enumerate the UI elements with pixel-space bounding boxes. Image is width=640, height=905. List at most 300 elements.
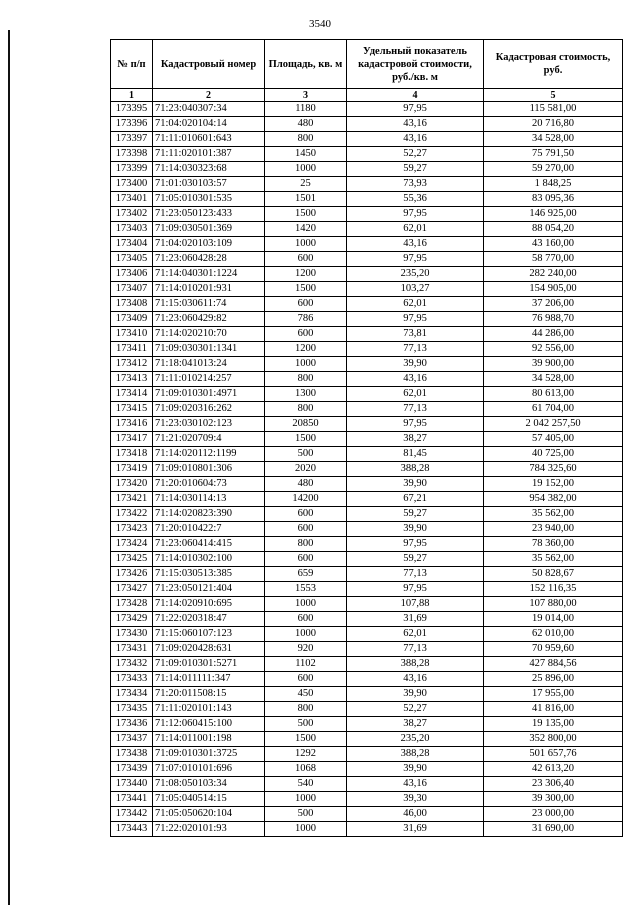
unit-value-cell: 38,27: [347, 432, 484, 447]
area-cell: 800: [265, 702, 347, 717]
row-number-cell: 173400: [111, 177, 153, 192]
area-cell: 1420: [265, 222, 347, 237]
table-row: [111, 207, 623, 222]
cadastral-number-cell: 71:14:030323:68: [153, 162, 265, 177]
area-cell: 1500: [265, 207, 347, 222]
row-number-cell: 173434: [111, 687, 153, 702]
cadastral-number-cell: 71:22:020318:47: [153, 612, 265, 627]
area-cell: 500: [265, 807, 347, 822]
row-number-cell: 173427: [111, 582, 153, 597]
unit-value-cell: 55,36: [347, 192, 484, 207]
unit-value-cell: 62,01: [347, 297, 484, 312]
cadastral-value-cell: 75 791,50: [484, 147, 623, 162]
unit-value-cell: 38,27: [347, 717, 484, 732]
cadastral-number-cell: 71:20:011508:15: [153, 687, 265, 702]
header-number: № п/п: [111, 40, 153, 89]
cadastral-value-cell: 70 959,60: [484, 642, 623, 657]
area-cell: 600: [265, 612, 347, 627]
unit-value-cell: 31,69: [347, 612, 484, 627]
area-cell: 1000: [265, 792, 347, 807]
area-cell: 1500: [265, 432, 347, 447]
cadastral-number-cell: 71:23:040307:34: [153, 102, 265, 117]
cadastral-value-cell: 25 896,00: [484, 672, 623, 687]
cadastral-number-cell: 71:14:020210:70: [153, 327, 265, 342]
row-number-cell: 173410: [111, 327, 153, 342]
row-number-cell: 173396: [111, 117, 153, 132]
area-cell: 800: [265, 132, 347, 147]
table-row: [111, 657, 623, 672]
unit-value-cell: 97,95: [347, 417, 484, 432]
cadastral-value-cell: 39 900,00: [484, 357, 623, 372]
cadastral-value-table: [110, 39, 623, 837]
row-number-cell: 173440: [111, 777, 153, 792]
cadastral-number-cell: 71:11:020101:387: [153, 147, 265, 162]
cadastral-value-cell: 34 528,00: [484, 132, 623, 147]
cadastral-value-cell: 282 240,00: [484, 267, 623, 282]
cadastral-value-cell: 19 014,00: [484, 612, 623, 627]
cadastral-value-cell: 44 286,00: [484, 327, 623, 342]
row-number-cell: 173439: [111, 762, 153, 777]
cadastral-number-cell: 71:05:040514:15: [153, 792, 265, 807]
row-number-cell: 173431: [111, 642, 153, 657]
table-row: [111, 342, 623, 357]
cadastral-value-cell: 23 940,00: [484, 522, 623, 537]
cadastral-number-cell: 71:23:060429:82: [153, 312, 265, 327]
unit-value-cell: 388,28: [347, 747, 484, 762]
cadastral-number-cell: 71:14:040301:1224: [153, 267, 265, 282]
unit-value-cell: 388,28: [347, 462, 484, 477]
cadastral-value-cell: 23 306,40: [484, 777, 623, 792]
row-number-cell: 173433: [111, 672, 153, 687]
row-number-cell: 173419: [111, 462, 153, 477]
area-cell: 20850: [265, 417, 347, 432]
unit-value-cell: 73,81: [347, 327, 484, 342]
table-row: [111, 597, 623, 612]
cadastral-number-cell: 71:23:060414:415: [153, 537, 265, 552]
row-number-cell: 173424: [111, 537, 153, 552]
column-number: 2: [153, 89, 265, 102]
unit-value-cell: 235,20: [347, 732, 484, 747]
area-cell: 1500: [265, 732, 347, 747]
unit-value-cell: 97,95: [347, 207, 484, 222]
unit-value-cell: 97,95: [347, 312, 484, 327]
cadastral-number-cell: 71:14:030114:13: [153, 492, 265, 507]
column-number: 3: [265, 89, 347, 102]
row-number-cell: 173414: [111, 387, 153, 402]
cadastral-number-cell: 71:20:010422:7: [153, 522, 265, 537]
table-row: [111, 177, 623, 192]
table-row: [111, 402, 623, 417]
row-number-cell: 173423: [111, 522, 153, 537]
row-number-cell: 173442: [111, 807, 153, 822]
cadastral-number-cell: 71:15:030513:385: [153, 567, 265, 582]
cadastral-number-cell: 71:14:020910:695: [153, 597, 265, 612]
area-cell: 1200: [265, 267, 347, 282]
row-number-cell: 173421: [111, 492, 153, 507]
cadastral-value-cell: 501 657,76: [484, 747, 623, 762]
cadastral-number-cell: 71:14:020823:390: [153, 507, 265, 522]
table-row: [111, 822, 623, 837]
table-row: [111, 507, 623, 522]
cadastral-number-cell: 71:23:050121:404: [153, 582, 265, 597]
cadastral-value-cell: 35 562,00: [484, 507, 623, 522]
area-cell: 1180: [265, 102, 347, 117]
area-cell: 480: [265, 477, 347, 492]
table-row: [111, 297, 623, 312]
area-cell: 1000: [265, 597, 347, 612]
area-cell: 1450: [265, 147, 347, 162]
table-row: [111, 777, 623, 792]
cadastral-value-cell: 115 581,00: [484, 102, 623, 117]
cadastral-number-cell: 71:11:010601:643: [153, 132, 265, 147]
cadastral-number-cell: 71:14:010201:931: [153, 282, 265, 297]
unit-value-cell: 97,95: [347, 582, 484, 597]
cadastral-number-cell: 71:23:060428:28: [153, 252, 265, 267]
row-number-cell: 173404: [111, 237, 153, 252]
cadastral-number-cell: 71:09:010301:3725: [153, 747, 265, 762]
cadastral-value-cell: 107 880,00: [484, 597, 623, 612]
unit-value-cell: 39,90: [347, 687, 484, 702]
table-row: [111, 522, 623, 537]
cadastral-number-cell: 71:09:010301:5271: [153, 657, 265, 672]
cadastral-value-cell: 61 704,00: [484, 402, 623, 417]
row-number-cell: 173403: [111, 222, 153, 237]
row-number-cell: 173399: [111, 162, 153, 177]
cadastral-value-cell: 80 613,00: [484, 387, 623, 402]
cadastral-number-cell: 71:09:020316:262: [153, 402, 265, 417]
cadastral-value-cell: 23 000,00: [484, 807, 623, 822]
table-row: [111, 327, 623, 342]
cadastral-value-cell: 35 562,00: [484, 552, 623, 567]
unit-value-cell: 52,27: [347, 147, 484, 162]
row-number-cell: 173409: [111, 312, 153, 327]
cadastral-number-cell: 71:09:030501:369: [153, 222, 265, 237]
cadastral-number-cell: 71:14:011111:347: [153, 672, 265, 687]
cadastral-number-cell: 71:18:041013:24: [153, 357, 265, 372]
area-cell: 920: [265, 642, 347, 657]
row-number-cell: 173432: [111, 657, 153, 672]
unit-value-cell: 59,27: [347, 552, 484, 567]
cadastral-number-cell: 71:20:010604:73: [153, 477, 265, 492]
table-row: [111, 582, 623, 597]
header-row: [111, 40, 623, 89]
row-number-cell: 173438: [111, 747, 153, 762]
area-cell: 600: [265, 252, 347, 267]
row-number-cell: 173441: [111, 792, 153, 807]
cadastral-number-cell: 71:15:030611:74: [153, 297, 265, 312]
table-row: [111, 702, 623, 717]
area-cell: 2020: [265, 462, 347, 477]
cadastral-value-cell: 20 716,80: [484, 117, 623, 132]
cadastral-number-cell: 71:01:030103:57: [153, 177, 265, 192]
unit-value-cell: 62,01: [347, 222, 484, 237]
cadastral-value-cell: 76 988,70: [484, 312, 623, 327]
cadastral-value-cell: 152 116,35: [484, 582, 623, 597]
table-row: [111, 732, 623, 747]
cadastral-value-cell: 43 160,00: [484, 237, 623, 252]
table-row: [111, 717, 623, 732]
table-row: [111, 432, 623, 447]
table-row: [111, 102, 623, 117]
table-row: [111, 222, 623, 237]
unit-value-cell: 97,95: [347, 102, 484, 117]
cadastral-value-cell: 59 270,00: [484, 162, 623, 177]
unit-value-cell: 62,01: [347, 627, 484, 642]
unit-value-cell: 46,00: [347, 807, 484, 822]
row-number-cell: 173417: [111, 432, 153, 447]
cadastral-value-cell: 2 042 257,50: [484, 417, 623, 432]
area-cell: 450: [265, 687, 347, 702]
unit-value-cell: 43,16: [347, 237, 484, 252]
table-row: [111, 477, 623, 492]
cadastral-value-cell: 58 770,00: [484, 252, 623, 267]
area-cell: 1068: [265, 762, 347, 777]
header-cadastral-value: Кадастровая стоимость, руб.: [484, 40, 623, 89]
unit-value-cell: 39,90: [347, 522, 484, 537]
table-row: [111, 537, 623, 552]
area-cell: 500: [265, 717, 347, 732]
row-number-cell: 173413: [111, 372, 153, 387]
unit-value-cell: 67,21: [347, 492, 484, 507]
table-row: [111, 807, 623, 822]
row-number-cell: 173395: [111, 102, 153, 117]
row-number-cell: 173429: [111, 612, 153, 627]
cadastral-number-cell: 71:14:010302:100: [153, 552, 265, 567]
table-row: [111, 642, 623, 657]
area-cell: 25: [265, 177, 347, 192]
scan-edge-line: [8, 30, 10, 905]
area-cell: 600: [265, 297, 347, 312]
cadastral-value-cell: 88 054,20: [484, 222, 623, 237]
cadastral-number-cell: 71:09:010801:306: [153, 462, 265, 477]
table-row: [111, 762, 623, 777]
unit-value-cell: 31,69: [347, 822, 484, 837]
header-unit-value: Удельный показатель кадастровой стоимости, руб./кв. м: [347, 40, 484, 89]
cadastral-value-cell: 427 884,56: [484, 657, 623, 672]
row-number-cell: 173422: [111, 507, 153, 522]
area-cell: 1000: [265, 822, 347, 837]
area-cell: 659: [265, 567, 347, 582]
unit-value-cell: 43,16: [347, 132, 484, 147]
cadastral-value-cell: 1 848,25: [484, 177, 623, 192]
unit-value-cell: 103,27: [347, 282, 484, 297]
area-cell: 1000: [265, 162, 347, 177]
unit-value-cell: 59,27: [347, 507, 484, 522]
cadastral-number-cell: 71:21:020709:4: [153, 432, 265, 447]
row-number-cell: 173443: [111, 822, 153, 837]
cadastral-number-cell: 71:07:010101:696: [153, 762, 265, 777]
table-row: [111, 147, 623, 162]
cadastral-number-cell: 71:09:010301:4971: [153, 387, 265, 402]
unit-value-cell: 52,27: [347, 702, 484, 717]
area-cell: 500: [265, 447, 347, 462]
cadastral-number-cell: 71:05:010301:535: [153, 192, 265, 207]
unit-value-cell: 235,20: [347, 267, 484, 282]
unit-value-cell: 73,93: [347, 177, 484, 192]
column-number: 1: [111, 89, 153, 102]
row-number-cell: 173411: [111, 342, 153, 357]
table-row: [111, 312, 623, 327]
row-number-cell: 173430: [111, 627, 153, 642]
table-row: [111, 132, 623, 147]
unit-value-cell: 43,16: [347, 117, 484, 132]
unit-value-cell: 39,30: [347, 792, 484, 807]
cadastral-value-cell: 83 095,36: [484, 192, 623, 207]
area-cell: 600: [265, 327, 347, 342]
unit-value-cell: 39,90: [347, 477, 484, 492]
unit-value-cell: 77,13: [347, 402, 484, 417]
area-cell: 1200: [265, 342, 347, 357]
unit-value-cell: 97,95: [347, 537, 484, 552]
unit-value-cell: 77,13: [347, 642, 484, 657]
table-row: [111, 387, 623, 402]
row-number-cell: 173405: [111, 252, 153, 267]
cadastral-number-cell: 71:04:020103:109: [153, 237, 265, 252]
area-cell: 786: [265, 312, 347, 327]
column-number: 5: [484, 89, 623, 102]
table-row: [111, 357, 623, 372]
cadastral-value-cell: 50 828,67: [484, 567, 623, 582]
table-row: [111, 612, 623, 627]
table-row: [111, 792, 623, 807]
cadastral-number-cell: 71:09:020428:631: [153, 642, 265, 657]
page-number: 3540: [309, 18, 331, 30]
cadastral-value-cell: 37 206,00: [484, 297, 623, 312]
area-cell: 480: [265, 117, 347, 132]
cadastral-number-cell: 71:14:020112:1199: [153, 447, 265, 462]
unit-value-cell: 62,01: [347, 387, 484, 402]
table-row: [111, 447, 623, 462]
row-number-cell: 173437: [111, 732, 153, 747]
table-row: [111, 117, 623, 132]
cadastral-number-cell: 71:23:030102:123: [153, 417, 265, 432]
table-row: [111, 567, 623, 582]
cadastral-number-cell: 71:09:030301:1341: [153, 342, 265, 357]
table-row: [111, 252, 623, 267]
row-number-cell: 173401: [111, 192, 153, 207]
area-cell: 540: [265, 777, 347, 792]
column-number-row: [111, 89, 623, 102]
cadastral-value-cell: 784 325,60: [484, 462, 623, 477]
row-number-cell: 173436: [111, 717, 153, 732]
area-cell: 1553: [265, 582, 347, 597]
row-number-cell: 173426: [111, 567, 153, 582]
cadastral-value-cell: 34 528,00: [484, 372, 623, 387]
cadastral-value-cell: 19 135,00: [484, 717, 623, 732]
cadastral-value-cell: 154 905,00: [484, 282, 623, 297]
area-cell: 1500: [265, 282, 347, 297]
table-row: [111, 672, 623, 687]
area-cell: 1000: [265, 357, 347, 372]
table-row: [111, 462, 623, 477]
cadastral-number-cell: 71:11:010214:257: [153, 372, 265, 387]
row-number-cell: 173406: [111, 267, 153, 282]
area-cell: 800: [265, 537, 347, 552]
table-row: [111, 372, 623, 387]
cadastral-value-cell: 31 690,00: [484, 822, 623, 837]
cadastral-number-cell: 71:15:060107:123: [153, 627, 265, 642]
unit-value-cell: 107,88: [347, 597, 484, 612]
unit-value-cell: 388,28: [347, 657, 484, 672]
row-number-cell: 173416: [111, 417, 153, 432]
unit-value-cell: 81,45: [347, 447, 484, 462]
cadastral-number-cell: 71:04:020104:14: [153, 117, 265, 132]
unit-value-cell: 39,90: [347, 762, 484, 777]
row-number-cell: 173425: [111, 552, 153, 567]
table-row: [111, 417, 623, 432]
table-row: [111, 747, 623, 762]
table-row: [111, 162, 623, 177]
cadastral-value-cell: 954 382,00: [484, 492, 623, 507]
unit-value-cell: 39,90: [347, 357, 484, 372]
cadastral-value-cell: 62 010,00: [484, 627, 623, 642]
table-row: [111, 492, 623, 507]
cadastral-number-cell: 71:11:020101:143: [153, 702, 265, 717]
cadastral-value-cell: 57 405,00: [484, 432, 623, 447]
cadastral-value-cell: 352 800,00: [484, 732, 623, 747]
row-number-cell: 173418: [111, 447, 153, 462]
unit-value-cell: 43,16: [347, 672, 484, 687]
area-cell: 600: [265, 672, 347, 687]
table-row: [111, 192, 623, 207]
area-cell: 800: [265, 402, 347, 417]
unit-value-cell: 77,13: [347, 342, 484, 357]
area-cell: 1102: [265, 657, 347, 672]
row-number-cell: 173415: [111, 402, 153, 417]
area-cell: 14200: [265, 492, 347, 507]
area-cell: 1000: [265, 627, 347, 642]
cadastral-number-cell: 71:23:050123:433: [153, 207, 265, 222]
table-row: [111, 552, 623, 567]
unit-value-cell: 43,16: [347, 777, 484, 792]
column-number: 4: [347, 89, 484, 102]
header-cadastral-number: Кадастровый номер: [153, 40, 265, 89]
cadastral-value-cell: 92 556,00: [484, 342, 623, 357]
cadastral-value-cell: 146 925,00: [484, 207, 623, 222]
cadastral-number-cell: 71:14:011001:198: [153, 732, 265, 747]
row-number-cell: 173402: [111, 207, 153, 222]
table-row: [111, 282, 623, 297]
cadastral-value-cell: 78 360,00: [484, 537, 623, 552]
cadastral-number-cell: 71:08:050103:34: [153, 777, 265, 792]
unit-value-cell: 59,27: [347, 162, 484, 177]
row-number-cell: 173397: [111, 132, 153, 147]
area-cell: 1300: [265, 387, 347, 402]
cadastral-value-cell: 19 152,00: [484, 477, 623, 492]
area-cell: 1292: [265, 747, 347, 762]
cadastral-value-cell: 41 816,00: [484, 702, 623, 717]
area-cell: 600: [265, 507, 347, 522]
area-cell: 600: [265, 552, 347, 567]
row-number-cell: 173412: [111, 357, 153, 372]
row-number-cell: 173435: [111, 702, 153, 717]
cadastral-number-cell: 71:22:020101:93: [153, 822, 265, 837]
cadastral-number-cell: 71:05:050620:104: [153, 807, 265, 822]
cadastral-value-cell: 40 725,00: [484, 447, 623, 462]
unit-value-cell: 77,13: [347, 567, 484, 582]
row-number-cell: 173408: [111, 297, 153, 312]
area-cell: 800: [265, 372, 347, 387]
cadastral-number-cell: 71:12:060415:100: [153, 717, 265, 732]
unit-value-cell: 43,16: [347, 372, 484, 387]
unit-value-cell: 97,95: [347, 252, 484, 267]
header-area: Площадь, кв. м: [265, 40, 347, 89]
table-row: [111, 687, 623, 702]
table-row: [111, 237, 623, 252]
row-number-cell: 173420: [111, 477, 153, 492]
row-number-cell: 173398: [111, 147, 153, 162]
table-row: [111, 267, 623, 282]
